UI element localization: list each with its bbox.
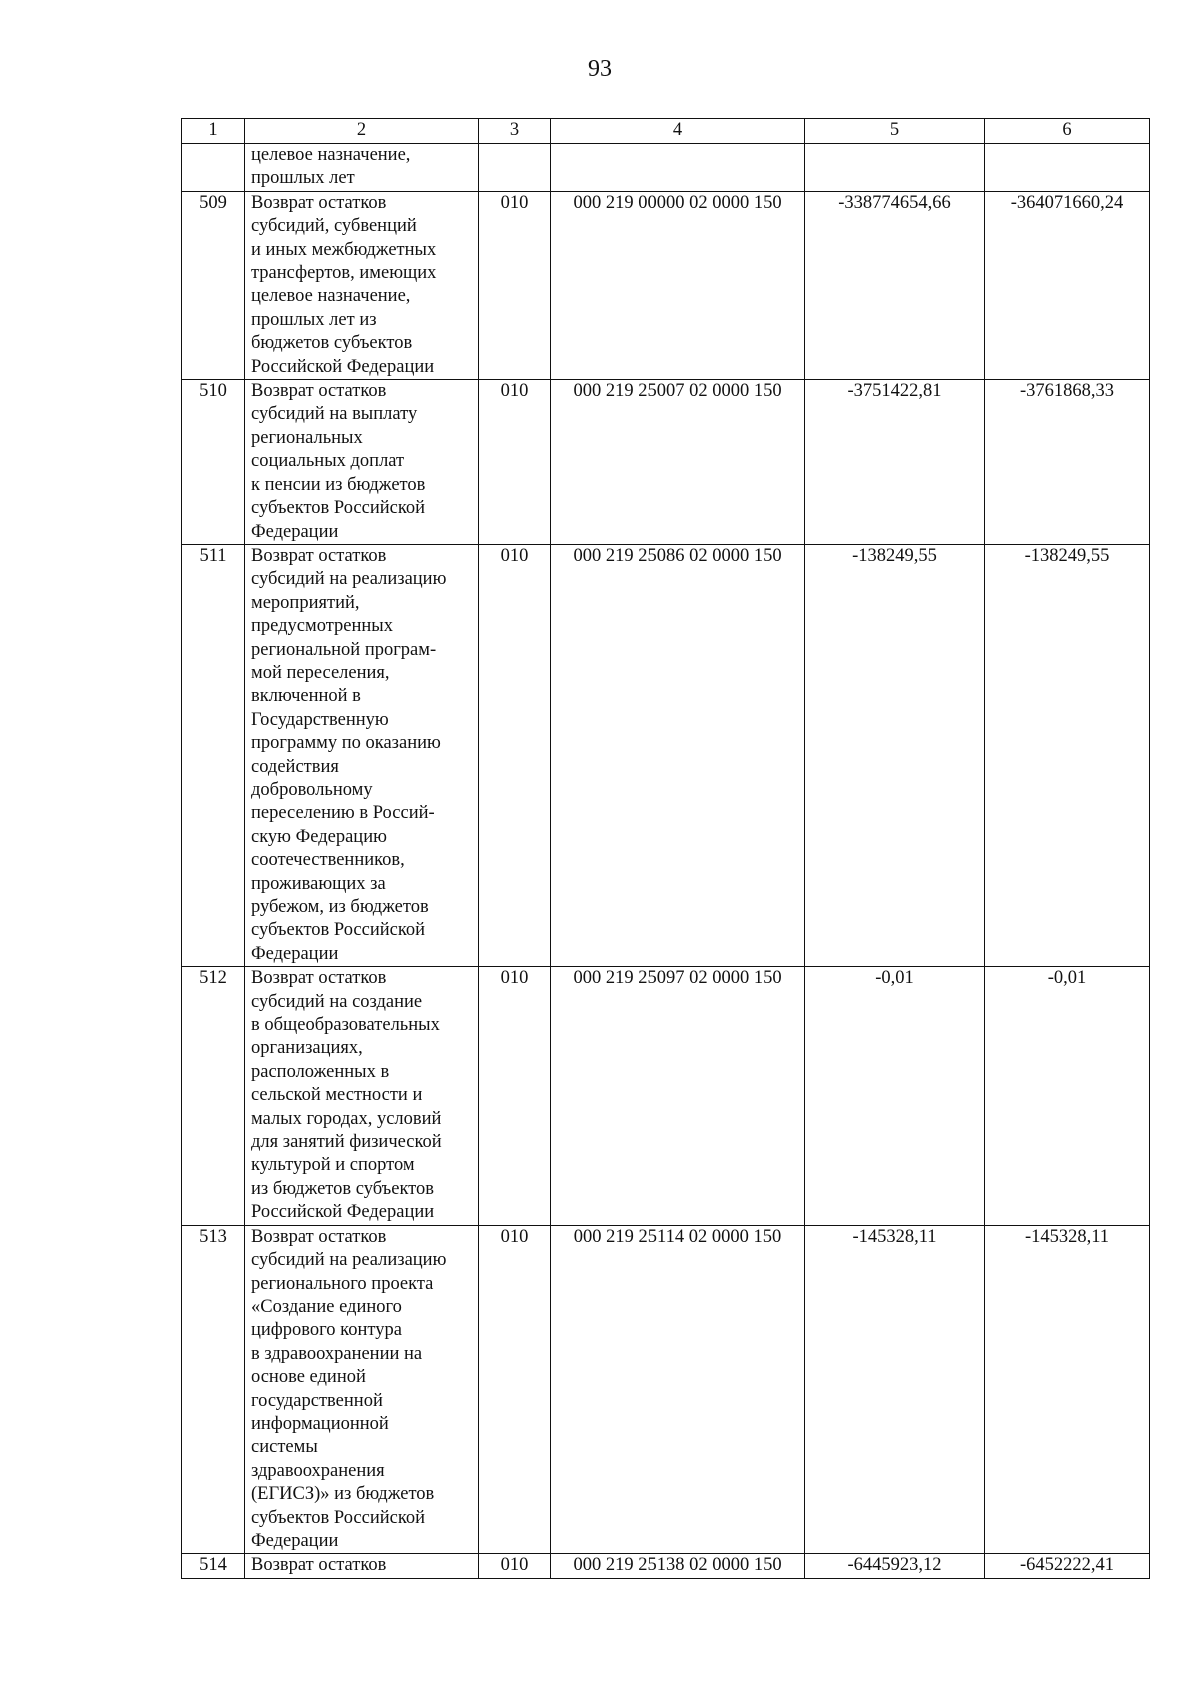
column-number: 4 <box>551 119 805 144</box>
row-number <box>182 144 245 192</box>
column-number-row <box>182 119 1150 144</box>
row-classification-code: 000 219 25086 02 0000 150 <box>551 544 805 966</box>
table-row <box>182 967 1150 1225</box>
row-name: Возврат остатков <box>245 1554 479 1578</box>
row-value-1: -138249,55 <box>805 544 985 966</box>
row-value-2: -145328,11 <box>985 1225 1150 1554</box>
row-classification-code: 000 219 25007 02 0000 150 <box>551 380 805 545</box>
row-classification-code: 000 219 00000 02 0000 150 <box>551 191 805 379</box>
row-name: целевое назначение, прошлых лет <box>245 144 479 192</box>
row-name: Возврат остатков субсидий на создание в общеобразовательных организациях, расположенных в сельской местности и малых городах, условий для занятий физической культурой и спортом из бюджетов субъектов Российской Федерации <box>245 967 479 1225</box>
row-value-1: -338774654,66 <box>805 191 985 379</box>
table-row <box>182 1225 1150 1554</box>
row-number: 511 <box>182 544 245 966</box>
row-admin-code: 010 <box>479 967 551 1225</box>
row-value-1: -6445923,12 <box>805 1554 985 1578</box>
row-value-2: -138249,55 <box>985 544 1150 966</box>
row-value-1 <box>805 144 985 192</box>
row-number: 509 <box>182 191 245 379</box>
row-classification-code <box>551 144 805 192</box>
row-number: 512 <box>182 967 245 1225</box>
column-number: 5 <box>805 119 985 144</box>
row-admin-code: 010 <box>479 1554 551 1578</box>
row-name: Возврат остатков субсидий на реализацию мероприятий, предусмотренных региональной програм- мой переселения, включенной в Государственную программу по оказанию содействия добровольному переселению в Россий- скую Федерацию соотечественников, проживающих за рубежом, из бюджетов субъектов Российской Федерации <box>245 544 479 966</box>
row-name: Возврат остатков субсидий, субвенций и иных межбюджетных трансфертов, имеющих целевое назначение, прошлых лет из бюджетов субъектов Российской Федерации <box>245 191 479 379</box>
row-classification-code: 000 219 25114 02 0000 150 <box>551 1225 805 1554</box>
row-number: 513 <box>182 1225 245 1554</box>
row-admin-code: 010 <box>479 380 551 545</box>
table-row <box>182 191 1150 379</box>
table-row <box>182 380 1150 545</box>
row-value-2: -6452222,41 <box>985 1554 1150 1578</box>
row-number: 514 <box>182 1554 245 1578</box>
row-classification-code: 000 219 25138 02 0000 150 <box>551 1554 805 1578</box>
column-number: 1 <box>182 119 245 144</box>
page-number: 93 <box>588 56 612 82</box>
column-number: 3 <box>479 119 551 144</box>
row-name: Возврат остатков субсидий на выплату региональных социальных доплат к пенсии из бюджетов субъектов Российской Федерации <box>245 380 479 545</box>
row-admin-code: 010 <box>479 1225 551 1554</box>
table-row <box>182 1554 1150 1578</box>
budget-table <box>181 118 1150 1579</box>
row-value-1: -0,01 <box>805 967 985 1225</box>
row-value-1: -3751422,81 <box>805 380 985 545</box>
row-name: Возврат остатков субсидий на реализацию регионального проекта «Создание единого цифрового контура в здравоохранении на основе единой государственной информационной системы здравоохранения (ЕГИСЗ)» из бюджетов субъектов Российской Федерации <box>245 1225 479 1554</box>
row-value-2: -3761868,33 <box>985 380 1150 545</box>
row-value-2: -0,01 <box>985 967 1150 1225</box>
table-row <box>182 544 1150 966</box>
row-admin-code: 010 <box>479 544 551 966</box>
row-admin-code <box>479 144 551 192</box>
row-number: 510 <box>182 380 245 545</box>
column-number: 2 <box>245 119 479 144</box>
table-row <box>182 144 1150 192</box>
row-value-2 <box>985 144 1150 192</box>
row-value-2: -364071660,24 <box>985 191 1150 379</box>
row-value-1: -145328,11 <box>805 1225 985 1554</box>
column-number: 6 <box>985 119 1150 144</box>
row-classification-code: 000 219 25097 02 0000 150 <box>551 967 805 1225</box>
row-admin-code: 010 <box>479 191 551 379</box>
